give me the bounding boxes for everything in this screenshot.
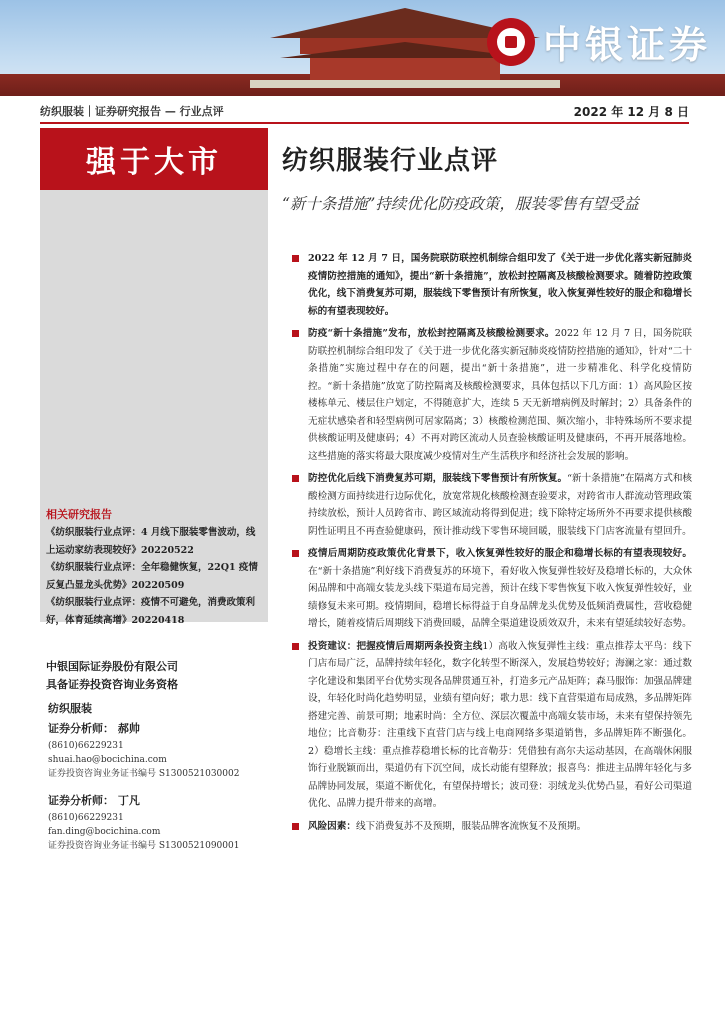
bullet-paragraph <box>290 250 692 320</box>
bullet-text: 线下消费复苏不及预期，服装品牌客流恢复不及预期。 <box>355 820 587 832</box>
bullet-paragraph <box>290 638 692 813</box>
bullet-bold: 2022 年 12 月 7 日，国务院联防联控机制综合组印发了《关于进一步优化落实新冠肺炎疫情防控措施的通知》，提出“新十条措施”，放松封控隔离及核酸检测要求。随着防控政策优化，线下消费复苏可期，服装线下零售预计有所恢复，收入恢复弹性较好的服企和稳增长标的有望表现较好。 <box>308 253 692 317</box>
header-banner <box>0 0 725 96</box>
report-body <box>290 250 692 840</box>
main-heading <box>282 128 692 217</box>
bullet-bold: 投资建议：把握疫情后周期两条投资主线 <box>308 640 483 652</box>
related-report-item[interactable]: 《纺织服装行业点评：疫情不可避免，消费政策利好，体育延续高增》20220418 <box>46 597 256 626</box>
company-logo <box>487 14 711 69</box>
bullet-bold: 防疫“新十条措施”发布，放松封控隔离及核酸检测要求。 <box>308 328 555 339</box>
bullet-bold: 防控优化后线下消费复苏可期，服装线下零售预计有所恢复。 <box>308 473 568 484</box>
bullet-paragraph <box>290 470 692 540</box>
analyst-email[interactable]: shuai.hao@bocichina.com <box>48 755 167 765</box>
analyst-card <box>48 722 268 781</box>
related-reports-list <box>46 524 264 629</box>
report-date: 2022 年 12 月 8 日 <box>573 104 689 119</box>
rating-badge: 强于大市 <box>40 128 268 190</box>
related-reports-title: 相关研究报告 <box>46 508 112 521</box>
analyst-license: 证券投资咨询业务证书编号 S1300521030002 <box>48 769 240 779</box>
analyst-card <box>48 794 268 853</box>
analyst-name: 证券分析师： 丁凡 <box>48 794 140 807</box>
org-qualification: 具备证券投资咨询业务资格 <box>46 678 178 691</box>
analyst-phone: (8610)66229231 <box>48 813 124 823</box>
bank-logo-icon <box>487 18 535 66</box>
org-name: 中银国际证券股份有限公司 <box>46 660 178 673</box>
sector-label: 纺织服装 <box>48 702 92 715</box>
bullet-paragraph <box>290 818 692 836</box>
page-title: 纺织服装行业点评 <box>282 146 499 176</box>
report-type: 纺织服装｜证券研究报告 — 行业点评 <box>40 105 224 118</box>
bullet-text: “新十条措施”在隔离方式和核酸检测方面持续进行边际优化，放宽常规化核酸检测查验要求，对跨省市人群流动管理政策持续放松，预计人员跨省市、跨区域流动将得到促进；线下除特定场所外不再要求提供核酸阴性证明且不再查验健康码，预计推动线下零售环境回暖，服装线下门店客流量有望回升。 <box>308 473 693 537</box>
analyst-license: 证券投资咨询业务证书编号 S1300521090001 <box>48 841 240 851</box>
bullet-text: 2022 年 12 月 7 日，国务院联防联控机制综合组印发了《关于进一步优化落实新冠肺炎疫情防控措施的通知》，针对“二十条措施”实施过程中存在的问题，提出“新十条措施”，进一步精准化、科学化疫情防控。“新十条措施”放宽了防控隔离及核酸检测要求，具体包括以下几方面：1）高风险区按楼栋单元、楼层住户划定，不得随意扩大，连续 5 天无新增病例及时解封；2）具备条件的无症状感染者和轻型病例可居家隔离；3）核酸检测范围、频次缩小，非特殊场所不要求提供核酸证明及健康码；4）不再对跨区流动人员查验核酸证明及健康码，不再开展落地检。这些措施的落实将最大限度减少疫情对生产生活秩序和经济社会发展的影响。 <box>308 328 692 462</box>
bullet-bold: 风险因素： <box>308 820 356 832</box>
bullet-paragraph <box>290 325 692 465</box>
bullet-bold: 疫情后周期防疫政策优化背景下，收入恢复弹性较好的服企和稳增长标的有望表现较好。 <box>308 548 692 559</box>
report-meta-bar <box>40 100 689 124</box>
bullet-text: 在“新十条措施”利好线下消费复苏的环境下，看好收入恢复弹性较好及稳增长标的，大众休闲品牌和中高端女装龙头线下渠道布局完善，预计在线下零售恢复下收入恢复弹性较好，业绩修复未来可期。疫情期间，稳增长标得益于自身品牌龙头优势及低频消费属性，营收稳健增长，随着疫情后周期线下消费回暖，品牌全渠道建设质效双升，未来有望延续较好态势。 <box>308 565 692 629</box>
analyst-name: 证券分析师： 郝帅 <box>48 722 140 735</box>
analyst-phone: (8610)66229231 <box>48 741 124 751</box>
logo-text: 中银证券 <box>542 23 711 67</box>
bullet-paragraph <box>290 545 692 633</box>
analyst-email[interactable]: fan.ding@bocichina.com <box>48 827 161 837</box>
page-subtitle: “新十条措施”持续优化防疫政策，服装零售有望受益 <box>282 195 639 213</box>
related-report-item[interactable]: 《纺织服装行业点评：4 月线下服装零售波动，线上运动家纺表现较好》20220522 <box>46 527 256 556</box>
sidebar <box>40 128 268 1024</box>
related-report-item[interactable]: 《纺织服装行业点评：全年稳健恢复，22Q1 疫情反复凸显龙头优势》20220509 <box>46 562 258 591</box>
organization-info <box>46 658 266 694</box>
bullet-text: 1）高收入恢复弹性主线：重点推荐太平鸟：线下门店布局广泛，品牌持续年轻化，数字化转型不断深入，发展趋势较好；海澜之家：通过数字化建设和集团平台优势实现各品牌贯通互补，打造多元产品矩阵；森马服饰：加强品牌建设，年轻化时尚化趋势明显，业绩有望向好；歌力思：线下直营渠道布局成熟，多品牌矩阵搭建完善、前景可期；地素时尚：全方位、深层次覆盖中高端女装市场，未来有望保持领先地位；比音勒芬：注重线下直营门店与线上电商网络多渠道销售，多品牌矩阵不断强化。2）稳增长主线：重点推荐稳增长标的比音勒芬：凭借独有高尔夫运动基因，在高端休闲服饰行业脱颖而出，渠道仍有下沉空间，成长动能有望释放；报喜鸟：推进主品牌年轻化与多品牌协同发展，渠道不断优化，有望保持增长；波司登：羽绒龙头优势凸显，看好公司渠道优化、品牌力提升带来的高增。 <box>308 640 693 809</box>
